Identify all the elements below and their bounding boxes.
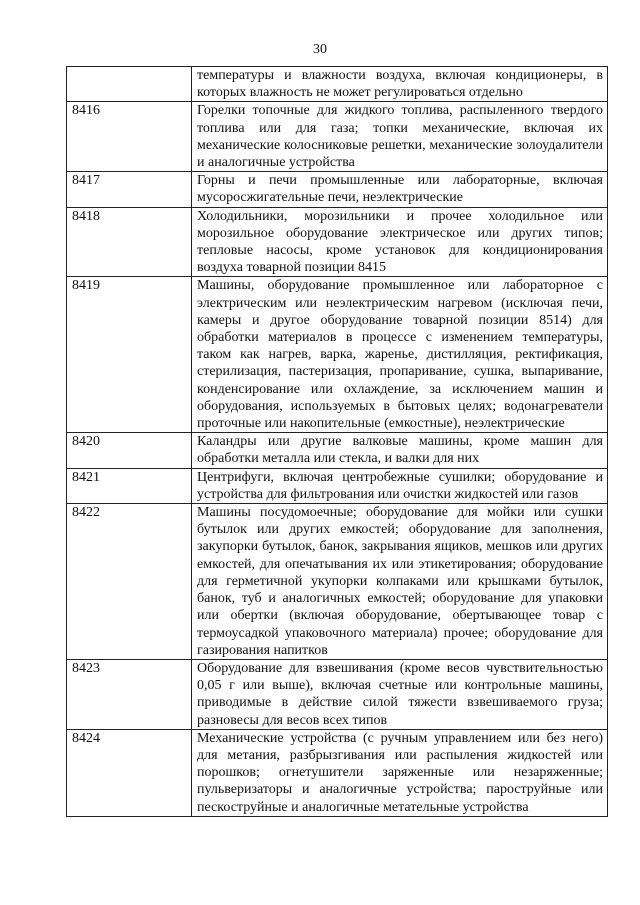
- description-cell: Оборудование для взвешивания (кроме весов чувствительностью 0,05 г или выше), включая счетные или контрольные машины, приводимые в действие силой тяжести взвешиваемого груза; разновесы для весов всех типов: [192, 659, 608, 729]
- table-row: [67, 172, 608, 207]
- table-row: [67, 207, 608, 277]
- code-cell: 8419: [67, 277, 192, 433]
- description-cell: температуры и влажности воздуха, включая кондиционеры, в которых влажность не может регулироваться отдельно: [192, 67, 608, 102]
- table-row: [67, 102, 608, 172]
- description-cell: Центрифуги, включая центробежные сушилки; оборудование и устройства для фильтрования или очистки жидкостей или газов: [192, 468, 608, 503]
- tnved-code-table: [66, 66, 608, 817]
- description-cell: Механические устройства (с ручным управлением или без него) для метания, разбрызгивания или распыления жидкостей или порошков; огнетушители заряженные или незаряженные; пульверизаторы и аналогичные устройства; пароструйные или пескоструйные и аналогичные метательные устройства: [192, 729, 608, 816]
- table-row: [67, 468, 608, 503]
- code-cell: [67, 67, 192, 102]
- code-cell: 8424: [67, 729, 192, 816]
- code-cell: 8418: [67, 207, 192, 277]
- table-row: [67, 729, 608, 816]
- description-cell: Машины посудомоечные; оборудование для мойки или сушки бутылок или других емкостей; оборудование для заполнения, закупорки бутылок, банок, закрывания ящиков, мешков или других емкостей, для опечатывания их или этикетирования; оборудование для герметичной укупорки колпаками или крышками бутылок, банок, туб и аналогичных емкостей; оборудование для упаковки или обертки (включая оборудование, обертывающее товар с термоусадкой упаковочного материала) прочее; оборудование для газирования напитков: [192, 504, 608, 660]
- table-row: [67, 67, 608, 102]
- table-row: [67, 504, 608, 660]
- description-cell: Горелки топочные для жидкого топлива, распыленного твердого топлива или для газа; топки механические, включая их механические колосниковые решетки, механические золоудалители и аналогичные устройства: [192, 102, 608, 172]
- description-cell: Машины, оборудование промышленное или лабораторное с электрическим или неэлектрическим нагревом (исключая печи, камеры и другое оборудование товарной позиции 8514) для обработки материалов в процессе с изменением температуры, таком как нагрев, варка, жаренье, дистилляция, ректификация, стерилизация, пастеризация, пропаривание, сушка, выпаривание, конденсирование или охлаждение, за исключением машин и оборудования, используемых в бытовых целях; водонагреватели проточные или накопительные (емкостные), неэлектрические: [192, 277, 608, 433]
- description-cell: Холодильники, морозильники и прочее холодильное или морозильное оборудование электрическое или других типов; тепловые насосы, кроме установок для кондиционирования воздуха товарной позиции 8415: [192, 207, 608, 277]
- description-cell: Горны и печи промышленные или лабораторные, включая мусоросжигательные печи, неэлектрические: [192, 172, 608, 207]
- description-cell: Каландры или другие валковые машины, кроме машин для обработки металла или стекла, и валки для них: [192, 433, 608, 468]
- code-cell: 8417: [67, 172, 192, 207]
- table-row: [67, 433, 608, 468]
- code-cell: 8416: [67, 102, 192, 172]
- page-number: 30: [313, 42, 327, 57]
- code-cell: 8421: [67, 468, 192, 503]
- code-cell: 8422: [67, 504, 192, 660]
- table-row: [67, 277, 608, 433]
- code-cell: 8423: [67, 659, 192, 729]
- table-row: [67, 659, 608, 729]
- code-cell: 8420: [67, 433, 192, 468]
